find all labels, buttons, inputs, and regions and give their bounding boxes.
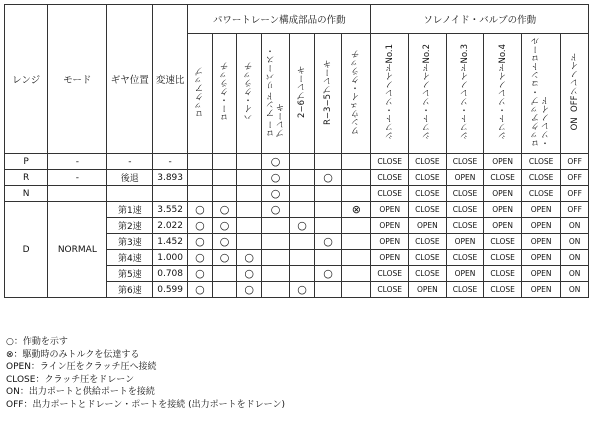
cell-shift-solenoid-1: CLOSE	[371, 154, 409, 170]
table-row	[5, 170, 589, 186]
cell-on-off-solenoid: OFF	[561, 202, 589, 218]
cell-shift-solenoid-2: CLOSE	[409, 154, 447, 170]
cell-one-way-clutch	[342, 218, 371, 234]
cell-shift-solenoid-1: OPEN	[371, 250, 409, 266]
cell-2-6-brake	[290, 234, 315, 250]
circle-icon: ○	[219, 234, 230, 248]
cell-low-clutch	[212, 154, 237, 170]
cell-shift-solenoid-1: OPEN	[371, 202, 409, 218]
cell-shift-solenoid-4: OPEN	[484, 202, 522, 218]
circle-icon: ○	[219, 202, 230, 216]
circle-icon: ○	[195, 234, 205, 248]
table-row	[5, 202, 589, 218]
circle-icon: ○	[195, 202, 205, 216]
cell-gear: 第6速	[107, 282, 153, 298]
cell-shift-solenoid-4: CLOSE	[484, 234, 522, 250]
circle-icon: ○	[297, 218, 307, 232]
cell-low-clutch	[212, 170, 237, 186]
cell-shift-solenoid-3: OPEN	[446, 234, 484, 250]
cell-shift-solenoid-3: CLOSE	[446, 154, 484, 170]
cell-ratio: -	[153, 154, 188, 170]
circle-icon: ○	[270, 154, 281, 168]
cell-one-way-clutch	[342, 202, 371, 218]
header-one-way-clutch: ワンウェイ・クラッチ	[342, 34, 371, 154]
cell-range: R	[5, 170, 48, 186]
cell-ratio: 3.893	[153, 170, 188, 186]
circle-icon: ○	[297, 282, 307, 296]
cell-lockup	[188, 186, 213, 202]
cell-mode: -	[48, 154, 107, 170]
cell-shift-solenoid-2: CLOSE	[409, 234, 447, 250]
cell-lockup-control-solenoid: CLOSE	[521, 186, 560, 202]
header-r-3-5-brake: R−3−5ブレーキ	[314, 34, 341, 154]
circle-icon: ○	[270, 170, 281, 184]
cell-low-clutch	[212, 266, 237, 282]
cell-on-off-solenoid: ON	[561, 282, 589, 298]
header-shift-solenoid-2: シフト・ソレノイドNo.2	[409, 34, 447, 154]
header-on-off-solenoid: ON OFFソレノイド	[561, 34, 589, 154]
cell-lockup	[188, 202, 213, 218]
cell-one-way-clutch	[342, 282, 371, 298]
circle-icon: ○	[244, 266, 254, 280]
cell-on-off-solenoid: OFF	[561, 186, 589, 202]
cell-ratio	[153, 186, 188, 202]
cell-r-3-5-brake	[314, 282, 341, 298]
cell-r-3-5-brake	[314, 202, 341, 218]
circle-icon: ○	[195, 282, 205, 296]
cell-ratio: 1.452	[153, 234, 188, 250]
cell-one-way-clutch	[342, 170, 371, 186]
cell-shift-solenoid-2: CLOSE	[409, 202, 447, 218]
circle-icon: ○	[244, 282, 254, 296]
cell-shift-solenoid-3: OPEN	[446, 266, 484, 282]
header-high-clutch: ハイ・クラッチ	[237, 34, 262, 154]
cell-on-off-solenoid: ON	[561, 234, 589, 250]
header-low-reverse-brake: ロー アンド リバース・ ブレーキ	[261, 34, 289, 154]
cell-high-clutch	[237, 170, 262, 186]
circle-icon: ○	[270, 186, 281, 200]
cell-shift-solenoid-1: CLOSE	[371, 186, 409, 202]
legend-operate: ○：作動を示す	[6, 337, 68, 347]
operation-chart	[4, 4, 589, 298]
circle-icon: ○	[219, 218, 230, 232]
cell-low-reverse-brake	[261, 266, 289, 282]
cell-2-6-brake	[290, 282, 315, 298]
header-shift-solenoid-1: シフト・ソレノイドNo.1	[371, 34, 409, 154]
cell-r-3-5-brake	[314, 154, 341, 170]
table-body	[5, 154, 589, 298]
header-solenoid-group: ソレノイド・バルブの作動	[371, 5, 589, 34]
cell-gear: 第4速	[107, 250, 153, 266]
crossed-circle-icon: ⊗	[351, 202, 361, 216]
cell-shift-solenoid-2: CLOSE	[409, 250, 447, 266]
cell-shift-solenoid-4: CLOSE	[484, 170, 522, 186]
cell-low-clutch	[212, 282, 237, 298]
header-lockup-control-solenoid: ロックアップ・コントロール ・ソレノイド	[521, 34, 560, 154]
cell-gear: -	[107, 154, 153, 170]
cell-ratio: 0.708	[153, 266, 188, 282]
cell-shift-solenoid-3: CLOSE	[446, 186, 484, 202]
cell-shift-solenoid-4: OPEN	[484, 218, 522, 234]
cell-low-clutch	[212, 250, 237, 266]
cell-shift-solenoid-2: CLOSE	[409, 170, 447, 186]
cell-shift-solenoid-3: CLOSE	[446, 202, 484, 218]
cell-one-way-clutch	[342, 186, 371, 202]
cell-shift-solenoid-3: CLOSE	[446, 282, 484, 298]
cell-ratio: 1.000	[153, 250, 188, 266]
cell-lockup	[188, 266, 213, 282]
cell-shift-solenoid-4: OPEN	[484, 154, 522, 170]
cell-lockup	[188, 234, 213, 250]
cell-low-clutch	[212, 186, 237, 202]
cell-on-off-solenoid: OFF	[561, 170, 589, 186]
cell-on-off-solenoid: ON	[561, 250, 589, 266]
cell-ratio: 2.022	[153, 218, 188, 234]
cell-mode	[48, 186, 107, 202]
cell-lockup-control-solenoid: OPEN	[521, 234, 560, 250]
cell-gear: 第5速	[107, 266, 153, 282]
cell-r-3-5-brake	[314, 234, 341, 250]
cell-gear: 第2速	[107, 218, 153, 234]
cell-shift-solenoid-3: CLOSE	[446, 250, 484, 266]
circle-icon: ○	[195, 250, 205, 264]
cell-lockup-control-solenoid: OPEN	[521, 250, 560, 266]
cell-lockup	[188, 170, 213, 186]
cell-r-3-5-brake	[314, 250, 341, 266]
cell-r-3-5-brake	[314, 218, 341, 234]
cell-low-reverse-brake	[261, 154, 289, 170]
cell-one-way-clutch	[342, 266, 371, 282]
header-gear: ギヤ位置	[107, 5, 153, 154]
cell-high-clutch	[237, 154, 262, 170]
cell-on-off-solenoid: OFF	[561, 154, 589, 170]
header-shift-solenoid-3: シフト・ソレノイドNo.3	[446, 34, 484, 154]
cell-2-6-brake	[290, 266, 315, 282]
cell-shift-solenoid-1: CLOSE	[371, 282, 409, 298]
cell-high-clutch	[237, 202, 262, 218]
cell-lockup	[188, 154, 213, 170]
cell-r-3-5-brake	[314, 266, 341, 282]
cell-r-3-5-brake	[314, 170, 341, 186]
header-shift-solenoid-4: シフト・ソレノイドNo.4	[484, 34, 522, 154]
cell-mode: -	[48, 170, 107, 186]
circle-icon: ○	[219, 250, 230, 264]
cell-2-6-brake	[290, 170, 315, 186]
header-ratio: 変速比	[153, 5, 188, 154]
circle-icon: ○	[195, 218, 205, 232]
cell-shift-solenoid-2: CLOSE	[409, 266, 447, 282]
cell-2-6-brake	[290, 154, 315, 170]
cell-shift-solenoid-1: OPEN	[371, 218, 409, 234]
cell-shift-solenoid-4: CLOSE	[484, 282, 522, 298]
cell-low-reverse-brake	[261, 282, 289, 298]
cell-low-clutch	[212, 234, 237, 250]
cell-high-clutch	[237, 282, 262, 298]
cell-low-clutch	[212, 202, 237, 218]
cell-gear: 第3速	[107, 234, 153, 250]
legend-close: CLOSE：クラッチ圧をドレーン	[6, 374, 135, 385]
cell-r-3-5-brake	[314, 186, 341, 202]
cell-gear	[107, 186, 153, 202]
cell-low-reverse-brake	[261, 250, 289, 266]
header-powertrain-group: パワートレーン構成部品の作動	[188, 5, 371, 34]
cell-lockup-control-solenoid: OPEN	[521, 218, 560, 234]
circle-icon: ○	[323, 266, 333, 280]
cell-shift-solenoid-1: CLOSE	[371, 170, 409, 186]
cell-shift-solenoid-2: OPEN	[409, 218, 447, 234]
cell-high-clutch	[237, 250, 262, 266]
cell-lockup-control-solenoid: OPEN	[521, 266, 560, 282]
cell-one-way-clutch	[342, 154, 371, 170]
cell-high-clutch	[237, 218, 262, 234]
cell-2-6-brake	[290, 250, 315, 266]
header-mode: モード	[48, 5, 107, 154]
cell-lockup	[188, 250, 213, 266]
cell-high-clutch	[237, 266, 262, 282]
legend-on: ON：出力ポートと供給ポートを接続	[6, 387, 155, 398]
cell-shift-solenoid-4: CLOSE	[484, 266, 522, 282]
cell-shift-solenoid-4: CLOSE	[484, 250, 522, 266]
cell-low-reverse-brake	[261, 186, 289, 202]
legend-off: OFF：出力ポートとドレーン・ポートを接続 (出力ポートをドレーン)	[6, 399, 285, 410]
cell-lockup-control-solenoid: OPEN	[521, 202, 560, 218]
cell-2-6-brake	[290, 186, 315, 202]
legend	[6, 336, 285, 412]
cell-2-6-brake	[290, 202, 315, 218]
cell-high-clutch	[237, 186, 262, 202]
table-row	[5, 154, 589, 170]
cell-range: P	[5, 154, 48, 170]
cell-shift-solenoid-2: CLOSE	[409, 186, 447, 202]
cell-low-reverse-brake	[261, 170, 289, 186]
cell-lockup	[188, 282, 213, 298]
cell-shift-solenoid-1: OPEN	[371, 234, 409, 250]
cell-range: D	[5, 202, 48, 298]
cell-lockup-control-solenoid: CLOSE	[521, 154, 560, 170]
cell-on-off-solenoid: ON	[561, 266, 589, 282]
header-low-clutch: ロー・クラッチ	[212, 34, 237, 154]
circle-icon: ○	[244, 250, 254, 264]
cell-ratio: 0.599	[153, 282, 188, 298]
cell-gear: 第1速	[107, 202, 153, 218]
cell-lockup-control-solenoid: OPEN	[521, 282, 560, 298]
cell-2-6-brake	[290, 218, 315, 234]
circle-icon: ○	[270, 202, 281, 216]
cell-shift-solenoid-2: OPEN	[409, 282, 447, 298]
cell-low-reverse-brake	[261, 234, 289, 250]
operation-table	[4, 4, 589, 298]
cell-low-reverse-brake	[261, 218, 289, 234]
header-range: レンジ	[5, 5, 48, 154]
cell-shift-solenoid-3: OPEN	[446, 170, 484, 186]
cell-range: N	[5, 186, 48, 202]
cell-mode: NORMAL	[48, 202, 107, 298]
cell-shift-solenoid-1: CLOSE	[371, 266, 409, 282]
cell-low-reverse-brake	[261, 202, 289, 218]
cell-lockup-control-solenoid: CLOSE	[521, 170, 560, 186]
header-lockup: ロックアップ	[188, 34, 213, 154]
cell-ratio: 3.552	[153, 202, 188, 218]
cell-one-way-clutch	[342, 234, 371, 250]
cell-one-way-clutch	[342, 250, 371, 266]
cell-low-clutch	[212, 218, 237, 234]
cell-shift-solenoid-4: OPEN	[484, 186, 522, 202]
legend-drive-only: ⊗：駆動時のみトルクを伝達する	[6, 349, 140, 360]
cell-on-off-solenoid: ON	[561, 218, 589, 234]
cell-lockup	[188, 218, 213, 234]
header-2-6-brake: 2−6ブレーキ	[290, 34, 315, 154]
circle-icon: ○	[323, 170, 333, 184]
cell-high-clutch	[237, 234, 262, 250]
table-row	[5, 186, 589, 202]
circle-icon: ○	[195, 266, 205, 280]
circle-icon: ○	[323, 234, 333, 248]
legend-open: OPEN：ライン圧をクラッチ圧へ接続	[6, 362, 157, 373]
cell-gear: 後退	[107, 170, 153, 186]
cell-shift-solenoid-3: CLOSE	[446, 218, 484, 234]
